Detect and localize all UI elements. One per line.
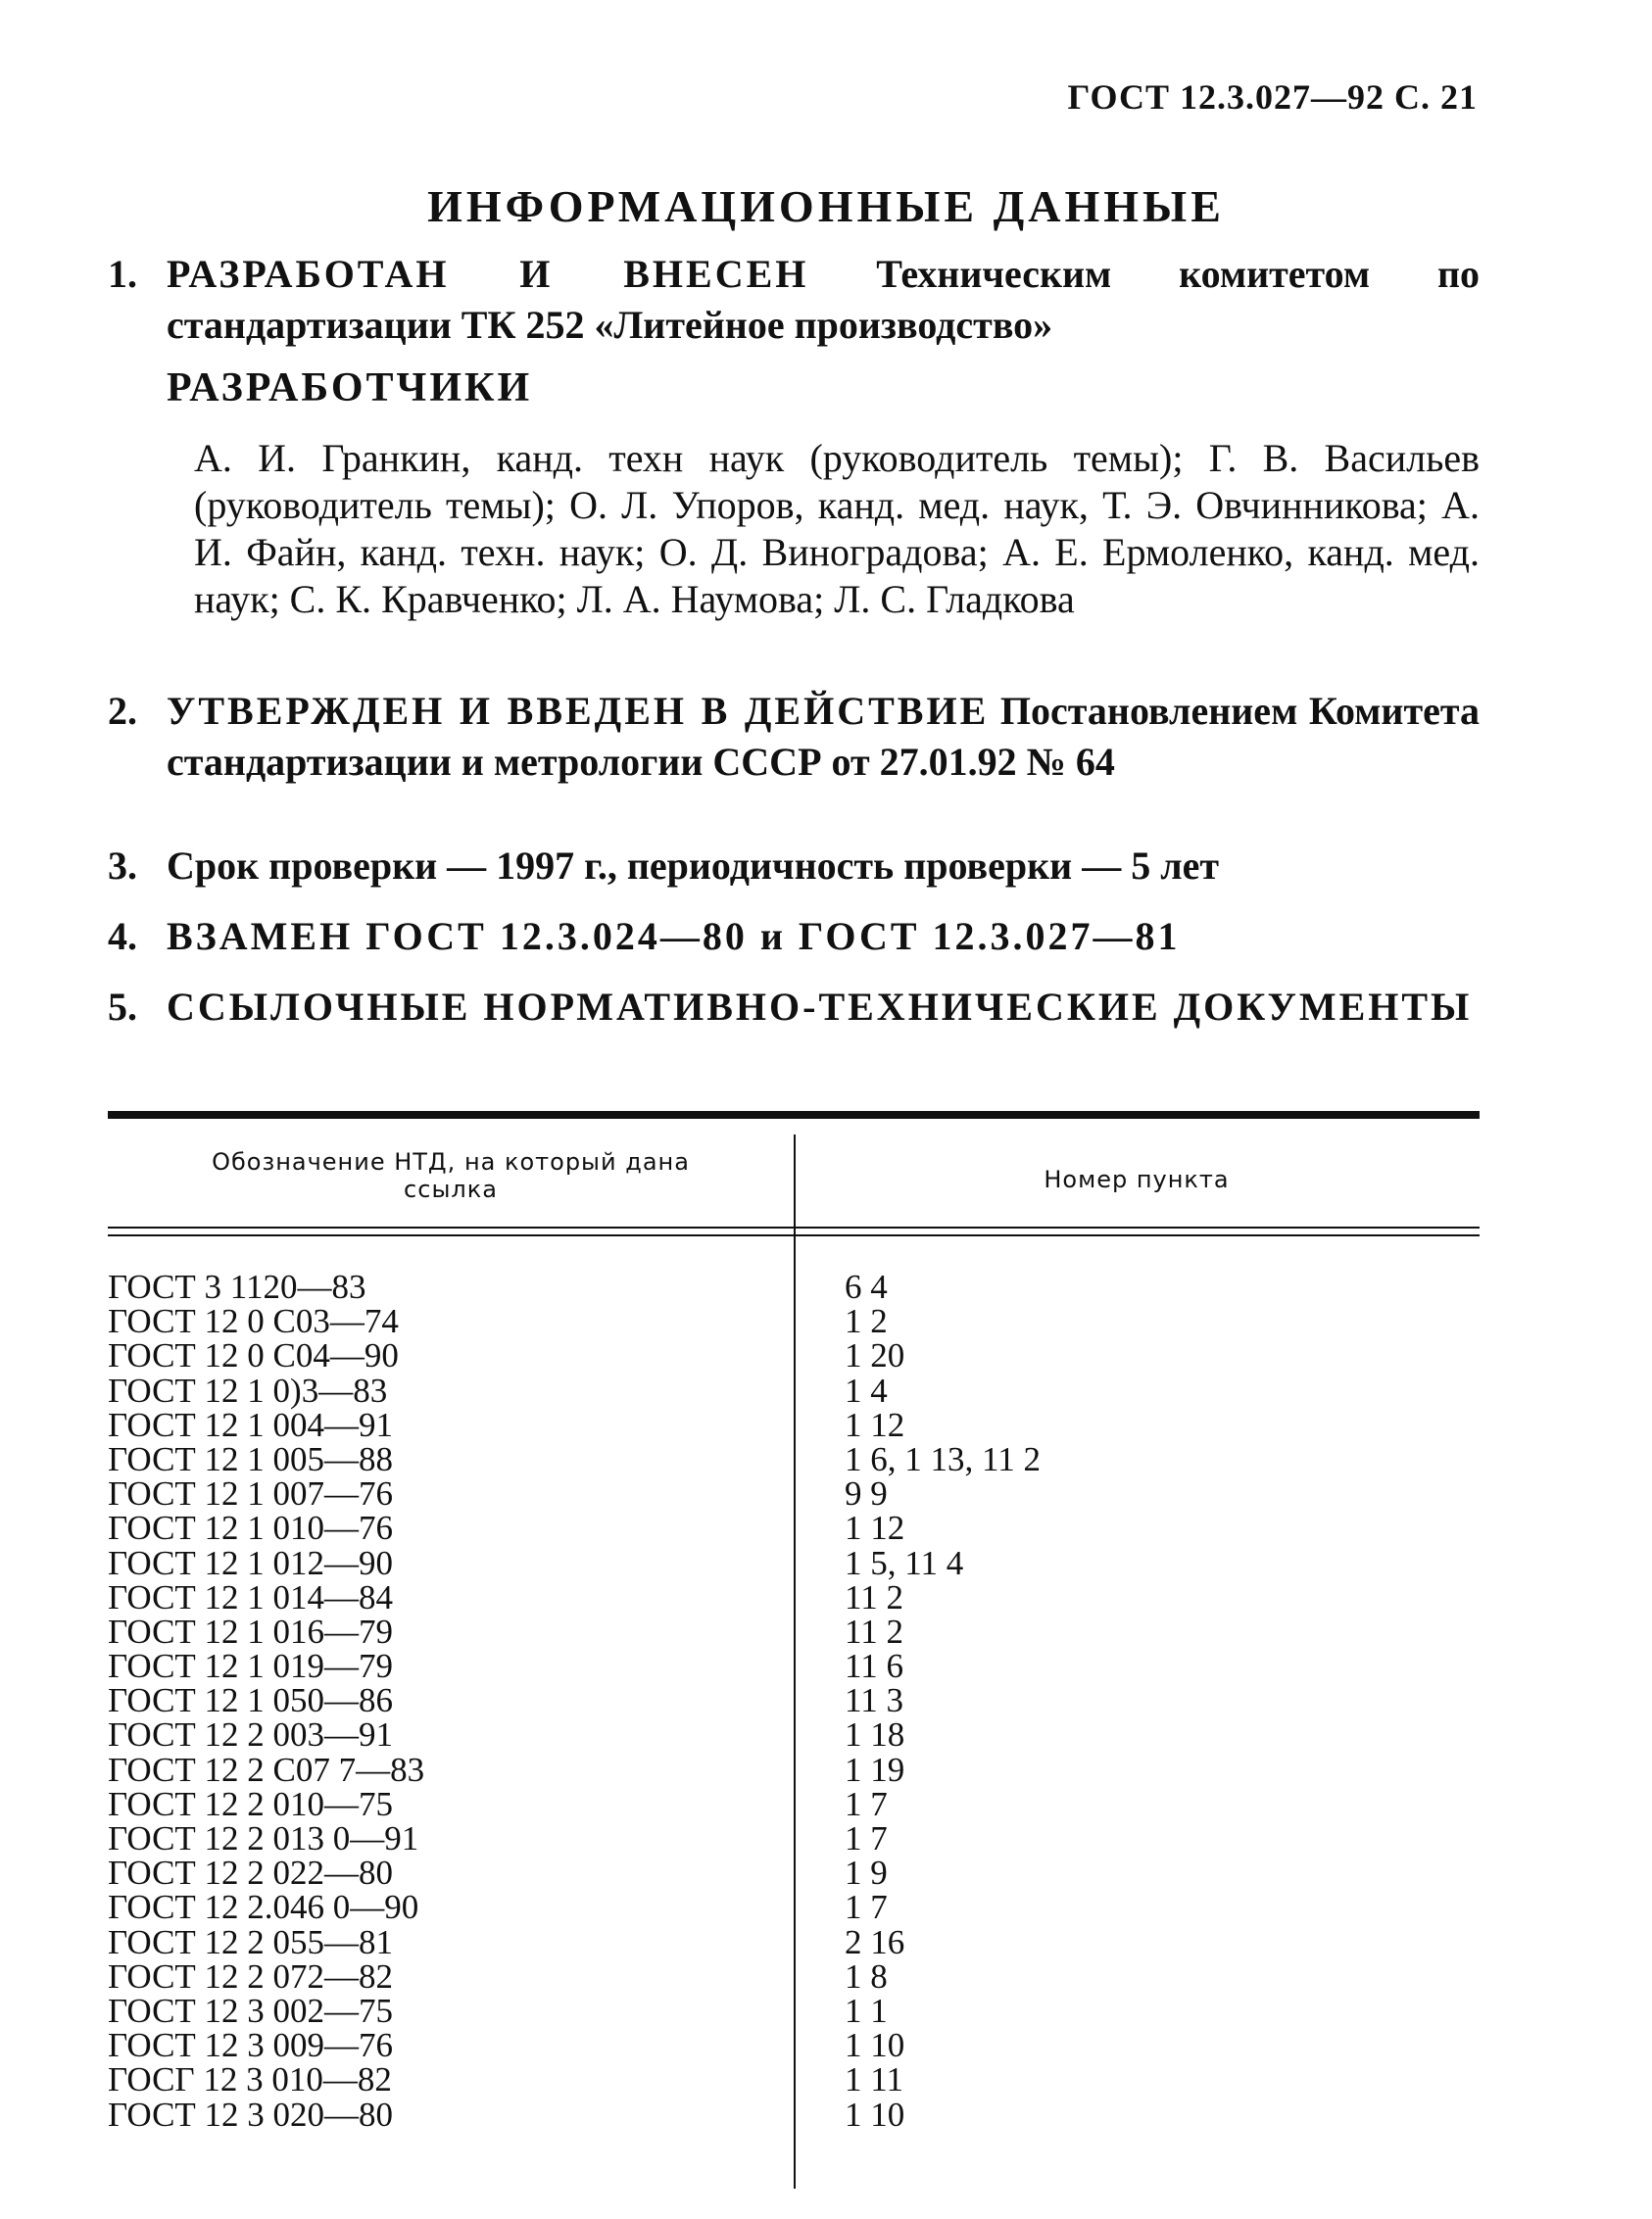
item-number: 1. [108, 252, 137, 296]
clause-number: 1 4 [845, 1371, 888, 1410]
item-text: Срок проверки — 1997 г., периодичность проверки — 5 лет [167, 844, 1220, 888]
clause-number: 1 6, 1 13, 11 2 [845, 1439, 1041, 1478]
document-designation: ГОСТ 12 1 010—76 [108, 1509, 394, 1548]
table-row [108, 1612, 1480, 1651]
info-item-3 [108, 841, 1480, 892]
item-text: Постановлением Комитета стандартизации и метрологии СССР от 27.01.92 № 64 [167, 689, 1481, 784]
document-designation: ГОСТ 12 1 005—88 [108, 1439, 394, 1478]
clause-number: 1 7 [845, 1819, 888, 1857]
item-text: Техническим комитетом по стандартизации ТК 252 «Литейное производство» [167, 252, 1481, 347]
document-designation: ГОСТ 12 1 012—90 [108, 1543, 394, 1582]
clause-number: 11 3 [845, 1681, 903, 1720]
document-designation: ГОСТ 12 2 072—82 [108, 1956, 394, 1996]
clause-number: 1 12 [845, 1509, 905, 1548]
document-designation: ГОСТ 12 3 009—76 [108, 2026, 394, 2065]
clause-number: 1 5, 11 4 [845, 1543, 964, 1582]
clause-number: 2 16 [845, 1922, 905, 1961]
document-designation: ГОСТ 12 0 С04—90 [108, 1336, 399, 1375]
table-row [108, 1577, 1480, 1616]
table-top-rule [108, 1111, 1480, 1119]
table-row [108, 1715, 1480, 1755]
item-number: 4. [108, 914, 137, 958]
document-designation: ГОСТ 12 2 055—81 [108, 1922, 394, 1961]
info-item-4 [108, 911, 1480, 962]
page-header-reference: ГОСТ 12.3.027—92 С. 21 [1067, 77, 1478, 117]
table-row [108, 2026, 1480, 2065]
document-designation: ГОСТ 12 2.046 0—90 [108, 1888, 419, 1927]
clause-number: 1 11 [845, 2060, 903, 2099]
clause-number: 11 2 [845, 1612, 903, 1651]
clause-number: 11 6 [845, 1647, 903, 1686]
table-row [108, 1922, 1480, 1961]
table-row [108, 1681, 1480, 1720]
document-designation: ГОСТ 12 1 0)3—83 [108, 1371, 388, 1410]
document-designation: ГОСТ 12 1 014—84 [108, 1577, 394, 1616]
item-lead: УТВЕРЖДЕН И ВВЕДЕН В ДЕЙСТВИЕ [167, 689, 990, 733]
item-number: 3. [108, 844, 137, 888]
item-text: ССЫЛОЧНЫЕ НОРМАТИВНО-ТЕХНИЧЕСКИЕ ДОКУМЕНТЫ [167, 985, 1473, 1029]
document-designation: ГОСТ 3 1120—83 [108, 1268, 366, 1306]
table-row [108, 1854, 1480, 1893]
clause-number: 1 7 [845, 1784, 888, 1823]
document-designation: ГОСТ 12 2 003—91 [108, 1715, 394, 1755]
document-designation: ГОСТ 12 1 019—79 [108, 1647, 394, 1686]
clause-number: 1 7 [845, 1888, 888, 1927]
table-row [108, 1991, 1480, 2030]
clause-number: 9 9 [845, 1474, 888, 1514]
item-lead: РАЗРАБОТАН И ВНЕСЕН [167, 252, 809, 296]
clause-number: 1 10 [845, 2095, 905, 2134]
item-body [167, 249, 1480, 351]
clause-number: 1 9 [845, 1854, 888, 1893]
table-header-rule [108, 1234, 1480, 1236]
table-row [108, 2095, 1480, 2134]
clause-number: 1 10 [845, 2026, 905, 2065]
developers-list: А. И. Гранкин, канд. техн наук (руководитель темы); Г. В. Васильев (руководитель темы); О. Л. Упоров, канд. мед. наук, Т. Э. Овчинникова; А. И. Файн, канд. техн. наук; О. Д. Виноградова; А. Е. Ермоленко, канд. мед. наук; С. К. Кравченко; Л. А. Наумова; Л. С. Гладкова [194, 436, 1480, 621]
document-designation: ГОСГ 12 3 010—82 [108, 2060, 392, 2099]
table-header-rule [108, 1227, 1480, 1229]
item-body [167, 686, 1480, 788]
table-row [108, 1888, 1480, 1927]
table-row [108, 1474, 1480, 1514]
item-text: ВЗАМЕН ГОСТ 12.3.024—80 и ГОСТ 12.3.027—81 [167, 914, 1181, 958]
table-row [108, 1371, 1480, 1410]
document-designation: ГОСТ 12 1 016—79 [108, 1612, 394, 1651]
table-row [108, 1784, 1480, 1823]
developers-heading: РАЗРАБОТЧИКИ [167, 365, 533, 410]
table-row [108, 1302, 1480, 1341]
table-row [108, 1750, 1480, 1789]
table-row [108, 1647, 1480, 1686]
document-designation: ГОСТ 12 2 С07 7—83 [108, 1750, 425, 1789]
clause-number: 6 4 [845, 1268, 888, 1306]
table-row [108, 1821, 1480, 1856]
info-item-2 [108, 686, 1480, 788]
clause-number: 11 2 [845, 1577, 903, 1616]
table-header-clause: Номер пункта [1044, 1166, 1230, 1193]
clause-number: 1 19 [845, 1750, 905, 1789]
document-designation: ГОСТ 12 2 013 0—91 [108, 1819, 419, 1857]
table-row [108, 1270, 1480, 1304]
item-number: 2. [108, 689, 137, 733]
table-body [108, 1270, 1480, 2132]
document-designation: ГОСТ 12 1 004—91 [108, 1405, 394, 1444]
document-designation: ГОСТ 12 3 002—75 [108, 1991, 394, 2030]
page-title: ИНФОРМАЦИОННЫЕ ДАННЫЕ [427, 181, 1225, 231]
document-designation: ГОСТ 12 0 С03—74 [108, 1302, 399, 1341]
clause-number: 1 12 [845, 1405, 905, 1444]
reference-documents-table [108, 1111, 1480, 2189]
table-row [108, 1405, 1480, 1444]
table-row [108, 2062, 1480, 2097]
document-designation: ГОСТ 12 2 022—80 [108, 1854, 394, 1893]
info-item-5 [108, 982, 1480, 1033]
table-row [108, 1956, 1480, 1996]
clause-number: 1 1 [845, 1991, 888, 2030]
table-header-document: Обозначение НТД, на который дана ссылка [212, 1148, 690, 1203]
document-designation: ГОСТ 12 1 050—86 [108, 1681, 394, 1720]
clause-number: 1 2 [845, 1302, 888, 1341]
table-row [108, 1509, 1480, 1548]
table-row [108, 1543, 1480, 1582]
table-row [108, 1338, 1480, 1373]
clause-number: 1 20 [845, 1336, 905, 1375]
document-designation: ГОСТ 12 2 010—75 [108, 1784, 394, 1823]
document-designation: ГОСТ 12 3 020—80 [108, 2095, 394, 2134]
info-item-1 [108, 249, 1480, 351]
item-number: 5. [108, 985, 137, 1029]
table-row [108, 1439, 1480, 1478]
clause-number: 1 18 [845, 1715, 905, 1755]
document-designation: ГОСТ 12 1 007—76 [108, 1474, 394, 1514]
clause-number: 1 8 [845, 1956, 888, 1996]
